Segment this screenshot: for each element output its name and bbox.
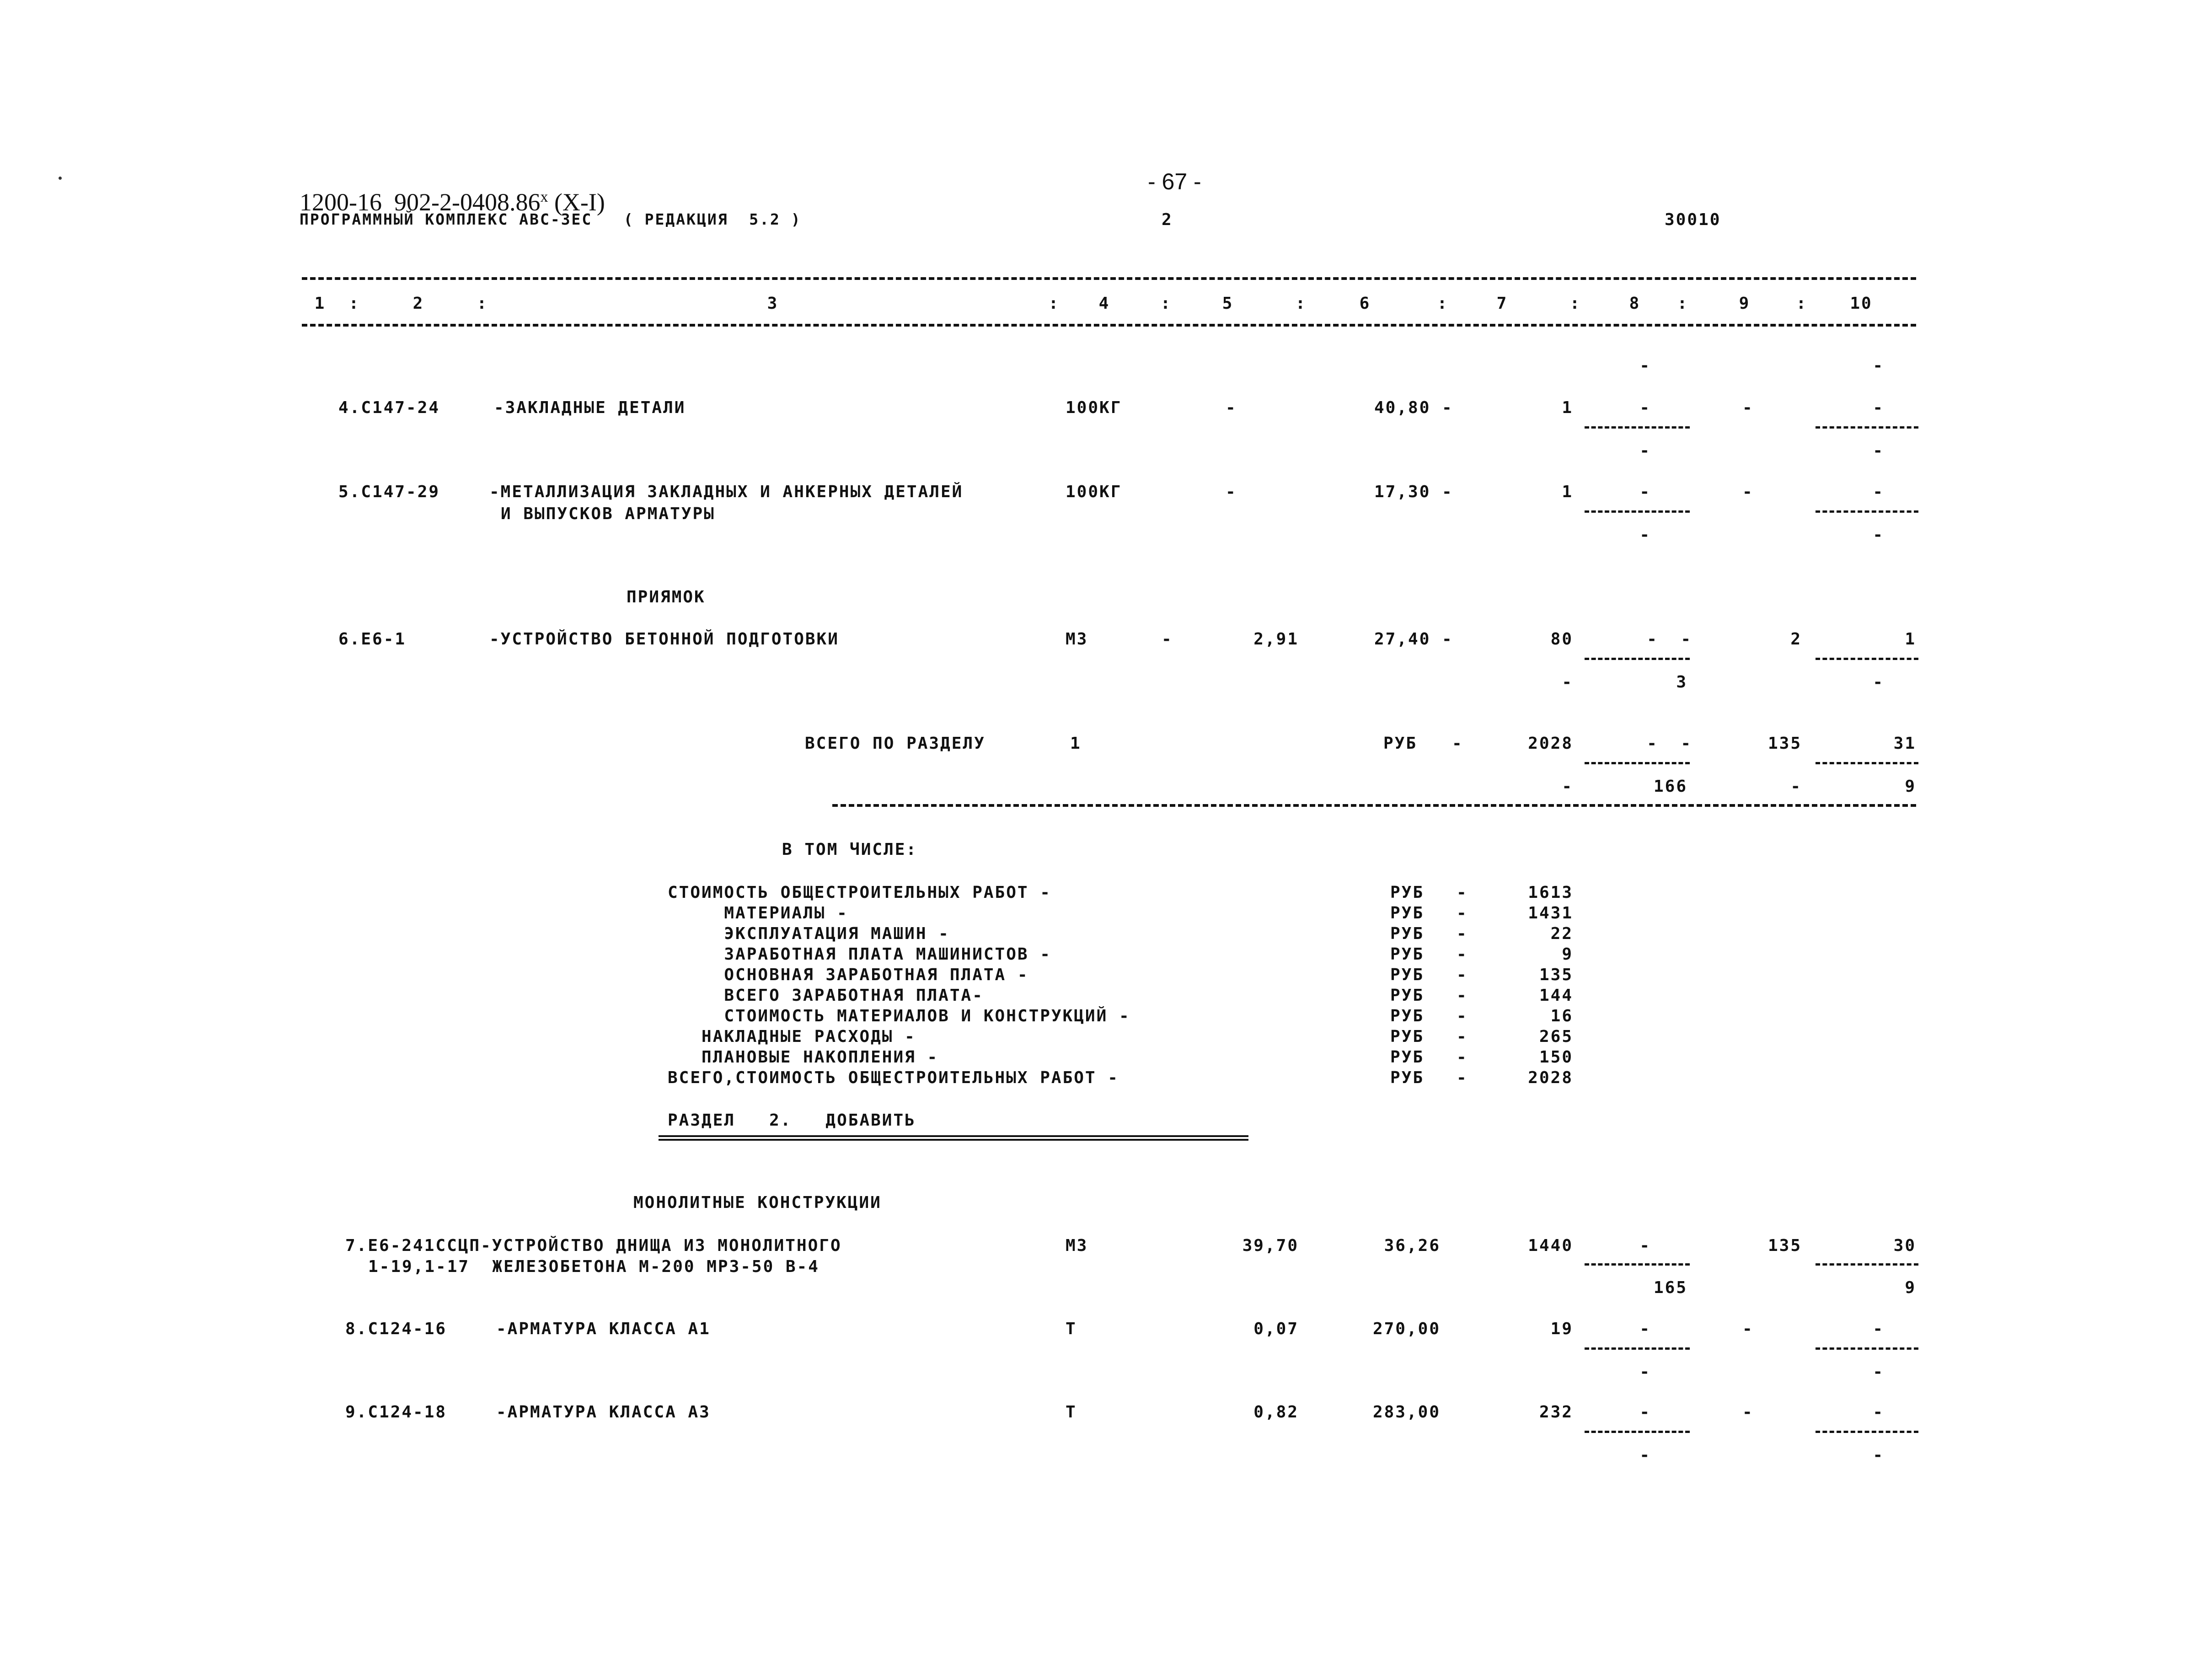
row6-name: -УСТРОЙСТВО БЕТОННОЙ ПОДГОТОВКИ	[489, 630, 839, 649]
column-header-8: 8	[1629, 294, 1641, 313]
section2-subtitle: МОНОЛИТНЫЕ КОНСТРУКЦИИ	[633, 1193, 882, 1212]
row7-col8: -	[1639, 1236, 1651, 1255]
row6-col7: 80	[1550, 630, 1573, 649]
row6-col10: 1	[1905, 630, 1916, 649]
scan-speck	[59, 177, 62, 180]
document-code-text: 1200-16 902-2-0408.86	[300, 188, 541, 216]
summary-value: 144	[1539, 986, 1573, 1005]
total-number: 1	[1070, 734, 1082, 753]
total-rule-bottom	[832, 804, 1916, 807]
row4-unit: 100КГ	[1066, 398, 1122, 417]
row6-bottom-col7: -	[1562, 673, 1573, 692]
row6-col4: -	[1162, 630, 1173, 649]
total-bottom-col8: 166	[1653, 777, 1687, 796]
row5-col7: 1	[1562, 483, 1573, 501]
row6-bottom-col10: -	[1873, 673, 1884, 692]
summary-dash: -	[1457, 986, 1468, 1005]
summary-unit: РУБ	[1390, 883, 1425, 902]
summary-dash: -	[1457, 1048, 1468, 1067]
row4-code: 4.С147-24	[338, 398, 440, 417]
column-header-4: 4	[1098, 294, 1110, 313]
page-number: - 67 -	[1148, 169, 1201, 194]
summary-unit: РУБ	[1390, 1068, 1425, 1087]
row9-col9: -	[1742, 1403, 1754, 1422]
column-separator: :	[1295, 294, 1307, 313]
row4-col10: -	[1873, 398, 1884, 417]
total-unit: РУБ	[1383, 734, 1418, 753]
summary-unit: РУБ	[1390, 945, 1425, 964]
row9-unit: Т	[1066, 1403, 1077, 1422]
row4-name: -ЗАКЛАДНЫЕ ДЕТАЛИ	[494, 398, 686, 417]
column-header-9: 9	[1739, 294, 1751, 313]
row9-col7: 232	[1539, 1403, 1573, 1422]
total-rule-col10	[1816, 762, 1918, 764]
row4-col9: -	[1742, 398, 1754, 417]
row9-rule-col8	[1585, 1431, 1690, 1433]
summary-label: ПЛАНОВЫЕ НАКОПЛЕНИЯ -	[668, 1048, 939, 1067]
column-header-3: 3	[767, 294, 779, 313]
column-header-1: 1	[314, 294, 326, 313]
row4-col8: -	[1639, 398, 1651, 417]
row5-col10: -	[1873, 483, 1884, 501]
summary-label: ЗАРАБОТНАЯ ПЛАТА МАШИНИСТОВ -	[668, 945, 1051, 964]
row9-col6: 283,00	[1372, 1403, 1441, 1422]
total-col9: 135	[1767, 734, 1802, 753]
summary-label: ЭКСПЛУАТАЦИЯ МАШИН -	[668, 924, 950, 943]
row9-bottom-col8: -	[1639, 1446, 1651, 1465]
row7-bottom-col8: 165	[1653, 1278, 1687, 1297]
summary-value: 1431	[1528, 904, 1573, 923]
summary-value: 22	[1550, 924, 1573, 943]
row8-col6: 270,00	[1372, 1320, 1441, 1338]
form-code: 30010	[1665, 210, 1721, 229]
total-col7: 2028	[1528, 734, 1573, 753]
row6-rule-col8	[1585, 658, 1690, 660]
summary-value: 9	[1562, 945, 1573, 964]
summary-unit: РУБ	[1390, 904, 1425, 923]
row5-name-line1: -МЕТАЛЛИЗАЦИЯ ЗАКЛАДНЫХ И АНКЕРНЫХ ДЕТАЛЕЙ	[489, 483, 964, 501]
row8-bottom-col10: -	[1873, 1363, 1884, 1381]
row7-unit: М3	[1066, 1236, 1088, 1255]
row4-top-col10: -	[1873, 356, 1884, 375]
section2-title: РАЗДЕЛ 2. ДОБАВИТЬ	[668, 1111, 916, 1130]
row5-col9: -	[1742, 483, 1754, 501]
summary-unit: РУБ	[1390, 1027, 1425, 1046]
row7-code-line2: 1-19,1-17 ЖЕЛЕЗОБЕТОНА М-200 МРЗ-50 В-4	[368, 1257, 819, 1276]
row5-rule-col8	[1585, 510, 1690, 513]
row4-col6: 40,80 -	[1374, 398, 1453, 417]
summary-label: НАКЛАДНЫЕ РАСХОДЫ -	[668, 1027, 916, 1046]
total-bottom-col9: -	[1790, 777, 1802, 796]
summary-label: СТОИМОСТЬ ОБЩЕСТРОИТЕЛЬНЫХ РАБОТ -	[668, 883, 1051, 902]
summary-unit: РУБ	[1390, 986, 1425, 1005]
row6-code: 6.Е6-1	[338, 630, 407, 649]
row9-col5: 0,82	[1253, 1403, 1299, 1422]
summary-dash: -	[1457, 945, 1468, 964]
row4-bottom-col8: -	[1639, 441, 1651, 460]
section2-double-rule	[659, 1135, 1248, 1141]
row8-col10: -	[1873, 1320, 1884, 1338]
row7-rule-col8	[1585, 1263, 1690, 1266]
column-separator: :	[1796, 294, 1808, 313]
column-separator: :	[1048, 294, 1060, 313]
summary-dash: -	[1457, 1027, 1468, 1046]
summary-label: МАТЕРИАЛЫ -	[668, 904, 848, 923]
row4-col5: -	[1226, 398, 1237, 417]
row6-col6: 27,40 -	[1374, 630, 1453, 649]
summary-dash: -	[1457, 904, 1468, 923]
row8-rule-col10	[1816, 1347, 1918, 1350]
row6-col8: - -	[1647, 630, 1692, 649]
row7-col5: 39,70	[1242, 1236, 1299, 1255]
summary-dash: -	[1457, 966, 1468, 984]
sheet-number: 2	[1162, 210, 1173, 229]
summary-value: 1613	[1528, 883, 1573, 902]
summary-value: 265	[1539, 1027, 1573, 1046]
summary-value: 150	[1539, 1048, 1573, 1067]
row7-bottom-col10: 9	[1905, 1278, 1916, 1297]
total-label: ВСЕГО ПО РАЗДЕЛУ	[805, 734, 985, 753]
row7-code-line1: 7.Е6-241ССЦП-УСТРОЙСТВО ДНИЩА ИЗ МОНОЛИТНОГО	[345, 1236, 842, 1255]
summary-dash: -	[1457, 924, 1468, 943]
summary-dash: -	[1457, 883, 1468, 902]
column-separator: :	[1569, 294, 1581, 313]
row8-col9: -	[1742, 1320, 1754, 1338]
header-rule-bottom	[302, 324, 1916, 327]
summary-unit: РУБ	[1390, 966, 1425, 984]
total-bottom-col7: -	[1562, 777, 1573, 796]
row8-name: -АРМАТУРА КЛАССА А1	[496, 1320, 711, 1338]
row4-rule-col8	[1585, 426, 1690, 429]
summary-value: 135	[1539, 966, 1573, 984]
column-separator: :	[1677, 294, 1689, 313]
row8-bottom-col8: -	[1639, 1363, 1651, 1381]
document-code-superscript: x	[540, 188, 548, 205]
document-code	[287, 165, 605, 215]
row7-col9: 135	[1767, 1236, 1802, 1255]
row5-col6: 17,30 -	[1374, 483, 1453, 501]
row5-col5: -	[1226, 483, 1237, 501]
row6-col5: 2,91	[1253, 630, 1299, 649]
summary-label: ОСНОВНАЯ ЗАРАБОТНАЯ ПЛАТА -	[668, 966, 1029, 984]
column-header-7: 7	[1496, 294, 1508, 313]
row4-bottom-col10: -	[1873, 441, 1884, 460]
summary-unit: РУБ	[1390, 1007, 1425, 1025]
row6-bottom-col8: 3	[1676, 673, 1687, 692]
row5-unit: 100КГ	[1066, 483, 1122, 501]
row5-col8: -	[1639, 483, 1651, 501]
row7-col6: 36,26	[1384, 1236, 1441, 1255]
row5-bottom-col10: -	[1873, 526, 1884, 544]
row5-name-line2: И ВЫПУСКОВ АРМАТУРЫ	[501, 504, 715, 523]
summary-dash: -	[1457, 1068, 1468, 1087]
row8-col7: 19	[1550, 1320, 1573, 1338]
row9-bottom-col10: -	[1873, 1446, 1884, 1465]
row8-unit: Т	[1066, 1320, 1077, 1338]
row9-code: 9.С124-18	[345, 1403, 447, 1422]
row9-rule-col10	[1816, 1431, 1918, 1433]
column-separator: :	[1437, 294, 1449, 313]
program-line: ПРОГРАММНЫЙ КОМПЛЕКС АВС-ЗЕС ( РЕДАКЦИЯ 5.2 )	[300, 210, 802, 228]
column-header-5: 5	[1222, 294, 1234, 313]
summary-label: ВСЕГО,СТОИМОСТЬ ОБЩЕСТРОИТЕЛЬНЫХ РАБОТ -	[668, 1068, 1119, 1087]
row4-top-col8: -	[1639, 356, 1651, 375]
row7-rule-col10	[1816, 1263, 1918, 1266]
total-unit-dash: -	[1452, 734, 1463, 753]
row8-rule-col8	[1585, 1347, 1690, 1350]
column-separator: :	[1160, 294, 1172, 313]
total-bottom-col10: 9	[1905, 777, 1916, 796]
row7-col7: 1440	[1528, 1236, 1573, 1255]
total-col10: 31	[1893, 734, 1916, 753]
summary-label: СТОИМОСТЬ МАТЕРИАЛОВ И КОНСТРУКЦИЙ -	[668, 1007, 1130, 1025]
column-header-10: 10	[1850, 294, 1873, 313]
header-rule-top	[302, 277, 1916, 280]
summary-heading: В ТОМ ЧИСЛЕ:	[782, 840, 918, 859]
subsection-heading: ПРИЯМОК	[627, 588, 706, 606]
row5-code: 5.С147-29	[338, 483, 440, 501]
row7-col10: 30	[1893, 1236, 1916, 1255]
column-header-6: 6	[1359, 294, 1371, 313]
summary-value: 16	[1550, 1007, 1573, 1025]
summary-label: ВСЕГО ЗАРАБОТНАЯ ПЛАТА-	[668, 986, 984, 1005]
total-rule-col8	[1585, 762, 1690, 764]
column-separator: :	[477, 294, 488, 313]
row8-code: 8.С124-16	[345, 1320, 447, 1338]
row9-name: -АРМАТУРА КЛАССА А3	[496, 1403, 711, 1422]
row8-col8: -	[1639, 1320, 1651, 1338]
summary-unit: РУБ	[1390, 1048, 1425, 1067]
row4-rule-col10	[1816, 426, 1918, 429]
row9-col8: -	[1639, 1403, 1651, 1422]
summary-value: 2028	[1528, 1068, 1573, 1087]
document-edition: (X-I)	[548, 188, 605, 216]
row4-col7: 1	[1562, 398, 1573, 417]
row6-unit: М3	[1066, 630, 1088, 649]
row9-col10: -	[1873, 1403, 1884, 1422]
row5-bottom-col8: -	[1639, 526, 1651, 544]
column-header-2: 2	[412, 294, 424, 313]
row5-rule-col10	[1816, 510, 1918, 513]
summary-dash: -	[1457, 1007, 1468, 1025]
total-col8: - -	[1647, 734, 1692, 753]
row8-col5: 0,07	[1253, 1320, 1299, 1338]
summary-unit: РУБ	[1390, 924, 1425, 943]
row6-col9: 2	[1790, 630, 1802, 649]
column-separator: :	[348, 294, 360, 313]
row6-rule-col10	[1816, 658, 1918, 660]
